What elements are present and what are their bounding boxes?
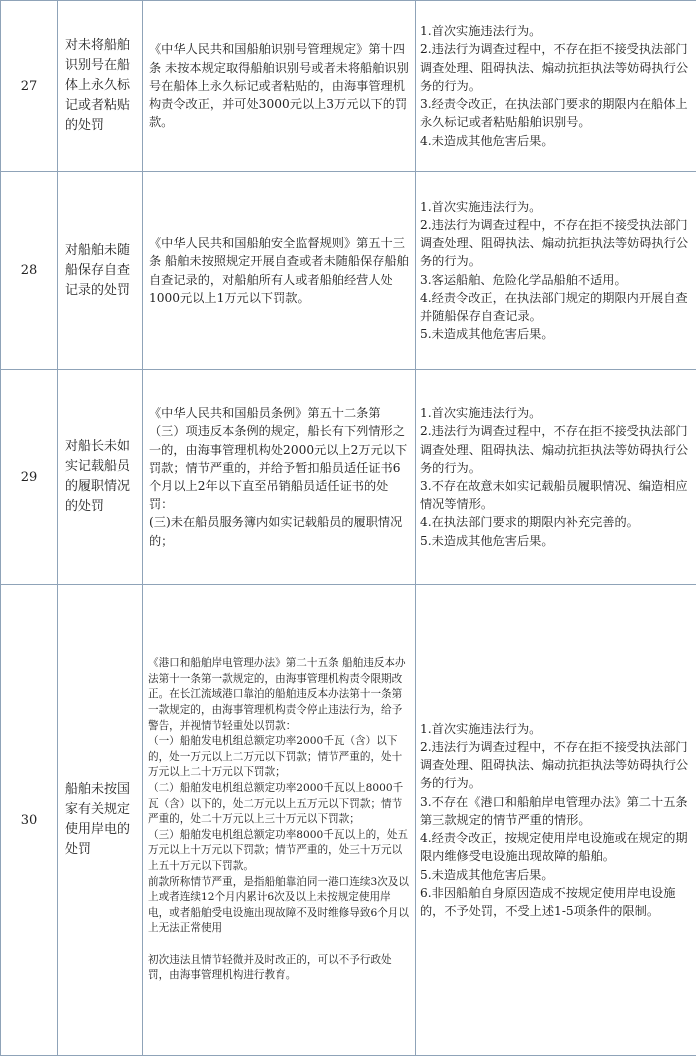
condition-item: 5.未造成其他危害后果。: [420, 325, 691, 343]
condition-item: 5.未造成其他危害后果。: [420, 866, 691, 884]
legal-basis: 《中华人民共和国船舶安全监督规则》第五十三条 船舶未按照规定开展自查或者未随船保存船舶自查记录的，对船舶所有人或者船舶经营人处1000元以上1万元以下罚款。: [143, 172, 416, 370]
violation-item: 船舶未按国家有关规定使用岸电的处罚: [58, 585, 143, 1056]
exemption-conditions: [416, 172, 696, 370]
row-number: 28: [1, 172, 58, 370]
condition-item: 4.经责令改正，按规定使用岸电设施或在规定的期限内维修受电设施出现故障的船舶。: [420, 829, 691, 865]
condition-item: 5.未造成其他危害后果。: [420, 532, 691, 550]
condition-item: 2.违法行为调查过程中，不存在拒不接受执法部门调查处理、阻碍执法、煽动抗拒执法等妨碍执行公务的行为。: [420, 216, 691, 271]
condition-item: 2.违法行为调查过程中，不存在拒不接受执法部门调查处理、阻碍执法、煽动抗拒执法等妨碍执行公务的行为。: [420, 40, 691, 95]
violation-item: 对船舶未随船保存自查记录的处罚: [58, 172, 143, 370]
legal-basis: 《港口和船舶岸电管理办法》第二十五条 船舶违反本办法第十一条第一款规定的，由海事管理机构责令限期改正。在长江流域港口靠泊的船舶违反本办法第十一条第一款规定的，由海事管理机构责令停止违法行为，给予警告，并视情节轻重处以罚款： （一）船舶发电机组总额定功率2000千瓦（含）以下的，处一万元以上二万元以下罚款；情节严重的，处十万元以上二十万元以下罚款； （二）船舶发电机组总额定功率2000千瓦以上8000千瓦（含）以下的，处二万元以上五万元以下罚款；情节严重的，处二十万元以上三十万元以下罚款； （三）船舶发电机组总额定功率8000千瓦以上的，处五万元以上十万元以下罚款；情节严重的，处三十万元以上五十万元以下罚款。 前款所称情节严重，是指船舶靠泊同一港口连续3次及以上或者连续12个月内累计6次及以上未按规定使用岸电，或者船舶受电设施出现故障不及时维修导致6个月以上无法正常使用 初次违法且情节轻微并及时改正的，可以不予行政处罚，由海事管理机构进行教育。: [143, 585, 416, 1056]
row-number: 29: [1, 370, 58, 585]
condition-item: 2.违法行为调查过程中，不存在拒不接受执法部门调查处理、阻碍执法、煽动抗拒执法等妨碍执行公务的行为。: [420, 422, 691, 477]
condition-item: 1.首次实施违法行为。: [420, 22, 691, 40]
condition-item: 3.经责令改正，在执法部门要求的期限内在船体上永久标记或者粘贴船舶识别号。: [420, 95, 691, 131]
exemption-conditions: [416, 370, 696, 585]
table-row: [1, 172, 696, 370]
condition-item: 6.非因船舶自身原因造成不按规定使用岸电设施的，不予处罚，不受上述1-5项条件的限制。: [420, 884, 691, 920]
legal-basis: 《中华人民共和国船员条例》第五十二条第（三）项违反本条例的规定，船长有下列情形之一的，由海事管理机构处2000元以上2万元以下罚款；情节严重的，并给予暂扣船员适任证书6个月以上2年以下直至吊销船员适任证书的处罚： (三)未在船员服务簿内如实记载船员的履职情况的；: [143, 370, 416, 585]
exemption-conditions: [416, 1, 696, 172]
violation-item: 对未将船舶识别号在船体上永久标记或者粘贴的处罚: [58, 1, 143, 172]
table-row: [1, 585, 696, 1056]
condition-item: 1.首次实施违法行为。: [420, 198, 691, 216]
condition-item: 2.违法行为调查过程中，不存在拒不接受执法部门调查处理、阻碍执法、煽动抗拒执法等妨碍执行公务的行为。: [420, 738, 691, 793]
row-number: 27: [1, 1, 58, 172]
condition-item: 1.首次实施违法行为。: [420, 720, 691, 738]
condition-item: 3.不存在故意未如实记载船员履职情况、编造相应情况等情形。: [420, 477, 691, 513]
table-row: [1, 1, 696, 172]
condition-item: 4.经责令改正，在执法部门规定的期限内开展自查并随船保存自查记录。: [420, 289, 691, 325]
condition-item: 4.在执法部门要求的期限内补充完善的。: [420, 513, 691, 531]
condition-item: 4.未造成其他危害后果。: [420, 132, 691, 150]
condition-item: 3.不存在《港口和船舶岸电管理办法》第二十五条第三款规定的情节严重的情形。: [420, 793, 691, 829]
violation-item: 对船长未如实记载船员的履职情况的处罚: [58, 370, 143, 585]
legal-basis: 《中华人民共和国船舶识别号管理规定》第十四条 未按本规定取得船舶识别号或者未将船舶识别号在船体上永久标记或者粘贴的，由海事管理机构责令改正，并可处3000元以上3万元以下的罚款。: [143, 1, 416, 172]
condition-item: 3.客运船舶、危险化学品船舶不适用。: [420, 271, 691, 289]
exemption-conditions: [416, 585, 696, 1056]
table-row: [1, 370, 696, 585]
condition-item: 1.首次实施违法行为。: [420, 404, 691, 422]
row-number: 30: [1, 585, 58, 1056]
